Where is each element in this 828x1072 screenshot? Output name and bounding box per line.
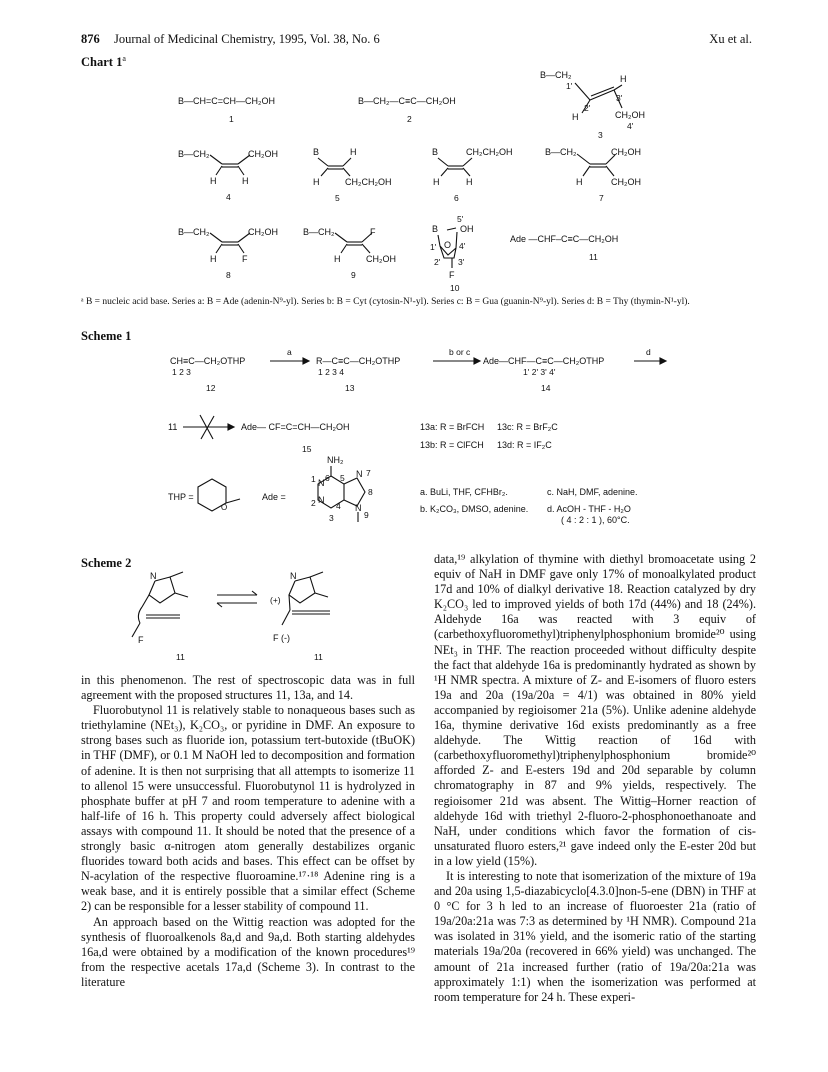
compound-14-formula: Ade—CHF—C≡C—CH₂OTHP [483,356,605,366]
svg-text:4': 4' [627,121,634,131]
svg-text:H: H [210,254,217,264]
compound-2-formula: B—CH₂—C≡C—CH₂OH [358,96,456,106]
scheme2-diagram [80,565,410,670]
compound-7-label: 7 [599,193,604,203]
svg-text:2': 2' [584,103,591,113]
svg-text:1': 1' [566,81,573,91]
svg-text:H: H [242,176,249,186]
chart1-footnote: ᵃ B = nucleic acid base. Series a: B = Ade (adenin-N⁹-yl). Series b: B = Cyt (cytosin-N¹-yl). Series c: B = Gua (guanin-N⁹-yl). Series d: B = Thy (thymin-N¹-yl). [81,297,690,307]
svg-text:F: F [138,635,144,645]
svg-text:N: N [318,478,325,488]
right-column-text [434,552,756,1005]
svg-text:1' 2' 3' 4': 1' 2' 3' 4' [523,367,556,377]
left-paragraph-3: An approach based on the Wittig reaction was adopted for the synthesis of fluoroalkenols 8a,d and 9a,d. Both starting aldehydes 16a,d were obtained by a modification of the known procedures¹⁹ from the respective acetals 17a,d (Scheme 3). In contrast to the literature [81,914,415,989]
compound-13-formula: R—C≡C—CH₂OTHP [316,356,401,366]
svg-text:11: 11 [176,652,185,662]
svg-text:F: F [370,227,376,237]
compound-11-formula: Ade —CHF–C≡C—CH₂OH [510,234,619,244]
svg-text:a. BuLi, THF, CFHBr₂.: a. BuLi, THF, CFHBr₂. [420,487,508,497]
svg-text:O: O [444,240,452,250]
svg-text:13c: R = BrF₂C: 13c: R = BrF₂C [497,422,558,432]
svg-text:1': 1' [430,242,437,252]
svg-text:H: H [433,177,440,187]
chart1-title: Chart 1$^a$ [81,54,126,70]
page-number: 876 [81,32,100,46]
svg-text:N: N [150,571,157,581]
svg-text:d: d [646,347,651,357]
svg-text:CH₂OH: CH₂OH [615,110,645,120]
svg-text:11: 11 [314,652,323,662]
svg-text:2: 2 [311,498,316,508]
svg-text:F: F [449,270,455,280]
compound-1-formula: B—CH=C=CH—CH₂OH [178,96,276,106]
compound-15-label: 15 [302,444,312,454]
compound-12-label: 12 [206,383,216,393]
svg-text:H: H [572,112,579,122]
svg-text:H: H [334,254,341,264]
svg-text:H: H [466,177,473,187]
compound-1-label: 1 [229,114,234,124]
svg-text:N: N [290,571,297,581]
journal-citation: Journal of Medicinal Chemistry, 1995, Vol. 38, No. 6 [114,32,380,46]
svg-text:H: H [576,177,583,187]
compound-8-structure [178,227,278,280]
svg-text:B: B [432,224,439,234]
svg-text:OH: OH [460,224,474,234]
compound-12-formula: CH≡C—CH₂OTHP [170,356,246,366]
svg-text:F: F [242,254,248,264]
svg-text:B: B [313,147,320,157]
chart1-structures [0,60,828,300]
svg-text:13b: R = ClFCH: 13b: R = ClFCH [420,440,484,450]
compound-10-structure [430,214,474,293]
compound-7-structure [545,147,641,203]
svg-text:5: 5 [340,473,345,483]
svg-text:B—CH₂: B—CH₂ [178,149,210,159]
svg-text:B—CH₂: B—CH₂ [540,70,572,80]
right-paragraph-2: It is interesting to note that isomerization of the mixture of 19a and 20a using 1,5-diazabicyclo[4.3.0]non-5-ene (DBN) in THF at 0 °C for 3 h led to an increase of fluoroester 21a (ratio of 19a/20a:21a was 7:3 as determined by ¹H NMR). Compound 21a was isolated in 31% yield, and the isomeric ratio of the starting materials 19a/20a (recovered in 66% yield) was unchanged. The amount of 21a increased further (ratio of 19a/20a:21a was approximately 1:1) when the isomerization was performed at room temperature for 24 h. These experi- [434,868,756,1004]
compound-3-label: 3 [598,130,603,140]
svg-text:7: 7 [366,468,371,478]
compound-15-formula: Ade— CF=C=CH—CH₂OH [241,422,350,432]
compound-9-structure [303,227,396,280]
svg-text:H: H [210,176,217,186]
compound-8-label: 8 [226,270,231,280]
svg-text:CH₂OH: CH₂OH [248,149,278,159]
svg-text:N: N [356,469,363,479]
scheme2-title: Scheme 2 [81,556,132,570]
svg-text:c. NaH, DMF, adenine.: c. NaH, DMF, adenine. [547,487,638,497]
svg-text:CH₂CH₂OH: CH₂CH₂OH [345,177,392,187]
svg-text:3: 3 [329,513,334,523]
svg-text:3': 3' [616,93,623,103]
svg-text:N: N [318,495,325,505]
svg-text:O: O [221,503,228,512]
running-author: Xu et al. [709,32,752,46]
svg-text:NH₂: NH₂ [327,455,344,465]
compound-6-label: 6 [454,193,459,203]
svg-text:F (-): F (-) [273,633,290,643]
svg-text:5': 5' [457,214,464,224]
svg-text:6: 6 [325,473,330,483]
svg-text:13a: R = BrFCH: 13a: R = BrFCH [420,422,485,432]
svg-text:1: 1 [311,474,316,484]
svg-text:THP =: THP = [168,492,194,502]
compound-11-ref: 11 [168,422,178,432]
compound-9-label: 9 [351,270,356,280]
svg-text:2': 2' [434,257,441,267]
svg-text:B: B [432,147,439,157]
svg-text:B—CH₂: B—CH₂ [545,147,577,157]
left-paragraph-2: Fluorobutynol 11 is relatively stable to nonaqueous bases such as triethylamine (NEt₃), K₂CO₃, or pyridine in DMF. An exposure to strong bases such as fluoride ion, potassium tert-butoxide (tBuOK) in THF (DMF), or 0.1 M NaOH led to decomposition and formation of adenine. It is then not surprising that all attempts to isomerize 11 to allenol 15 were unsuccessful. Fluorobutynol 11 is hydrolyzed in phosphate buffer at pH 7 and room temperature to adenine with a half-life of 16 h. This property could adversely affect biological assays with compound 11. It should be noted that the presence of a strongly basic α-nitrogen atom generally destabilizes organic fluorides toward both acids and bases. This effect can be offset by N-acylation of the respective fluoroamine.¹⁷·¹⁸ Adenine ring is a weak base, and it is entirely possible that a similar effect (Scheme 2) can be responsible for a lesser stability of compound 11. [81,703,415,914]
svg-text:a: a [287,347,292,357]
left-column-text [81,673,415,990]
compound-14-label: 14 [541,383,551,393]
compound-11-label: 11 [589,252,598,262]
compound-4-structure [178,149,278,202]
svg-text:CH₂OH: CH₂OH [611,177,641,187]
svg-text:9: 9 [364,510,369,520]
svg-text:H: H [350,147,357,157]
svg-text:B—CH₂: B—CH₂ [178,227,210,237]
svg-text:( 4 : 2 : 1 ), 60°C.: ( 4 : 2 : 1 ), 60°C. [561,515,630,525]
svg-text:Ade =: Ade = [262,492,286,502]
compound-2-label: 2 [407,114,412,124]
svg-text:H: H [620,74,627,84]
left-paragraph-1: in this phenomenon. The rest of spectroscopic data was in full agreement with the proposed structures 11, 13a, and 14. [81,673,415,703]
compound-4-label: 4 [226,192,231,202]
svg-text:4: 4 [336,501,341,511]
compound-5-structure [313,147,392,203]
svg-text:N: N [355,503,362,513]
svg-text:CH₂OH: CH₂OH [248,227,278,237]
compound-5-label: 5 [335,193,340,203]
scheme1-title: Scheme 1 [81,329,132,343]
svg-text:3': 3' [458,257,465,267]
svg-text:(+): (+) [270,595,281,605]
svg-text:1 2 3: 1 2 3 [172,367,191,377]
right-paragraph-1: data,¹⁹ alkylation of thymine with diethyl bromoacetate using 2 equiv of NaH in DMF gave only 17% of monoalkylated product 17d and 10% of dialkyl derivative 18. Reaction catalyzed by dry K₂CO₃ led to improved yields of both 17d (44%) and 18 (24%). Aldehyde 16a was reacted with 3 equiv of (carbethoxyfluoromethyl)triphenylphosphonium bromide²⁰ using NEt₃ in THF. The reaction proceeded without difficulty despite the fact that aldehyde 16a is predominantly hydrated as shown by ¹H NMR spectra. A mixture of Z- and E-isomers of fluoro esters 19a and 20a (19a/20a = 4/1) was obtained in 80% yield accompanied by regioisomer 21a (5%). Unlike adenine aldehyde 16a, thymine derivative 16d exists predominantly as a free aldehyde. The Wittig reaction of 16d with (carbethoxyfluoromethyl)triphenylphosphonium bromide²⁰ afforded Z- and E-esters 19d and 20d separable by column chromatography in 87 and 9% yields, respectively. The regioisomer 21d was absent. The Wittig–Horner reaction of aldehyde 16d with triethyl 2-fluoro-2-phosphonoethanoate and NaH, under conditions which favor the formation of cis-unsaturated fluoro esters,²¹ gave indeed only the E-ester 20d but in a low yield (15%). [434,552,756,868]
svg-text:13d: R = IF₂C: 13d: R = IF₂C [497,440,552,450]
compound-3-structure [540,70,645,140]
compound-13-label: 13 [345,383,355,393]
compound-6-structure [432,147,513,203]
svg-text:8: 8 [368,487,373,497]
svg-text:B—CH₂: B—CH₂ [303,227,335,237]
svg-text:4': 4' [459,241,466,251]
svg-text:d. AcOH - THF - H₂O: d. AcOH - THF - H₂O [547,504,631,514]
svg-text:b. K₂CO₃, DMSO, adenine.: b. K₂CO₃, DMSO, adenine. [420,504,529,514]
svg-text:H: H [313,177,320,187]
svg-text:1 2 3 4: 1 2 3 4 [318,367,344,377]
svg-text:b or c: b or c [449,347,471,357]
svg-text:CH₂OH: CH₂OH [366,254,396,264]
scheme1-diagram [0,340,828,530]
compound-10-label: 10 [450,283,460,293]
svg-text:CH₂CH₂OH: CH₂CH₂OH [466,147,513,157]
svg-text:CH₂OH: CH₂OH [611,147,641,157]
